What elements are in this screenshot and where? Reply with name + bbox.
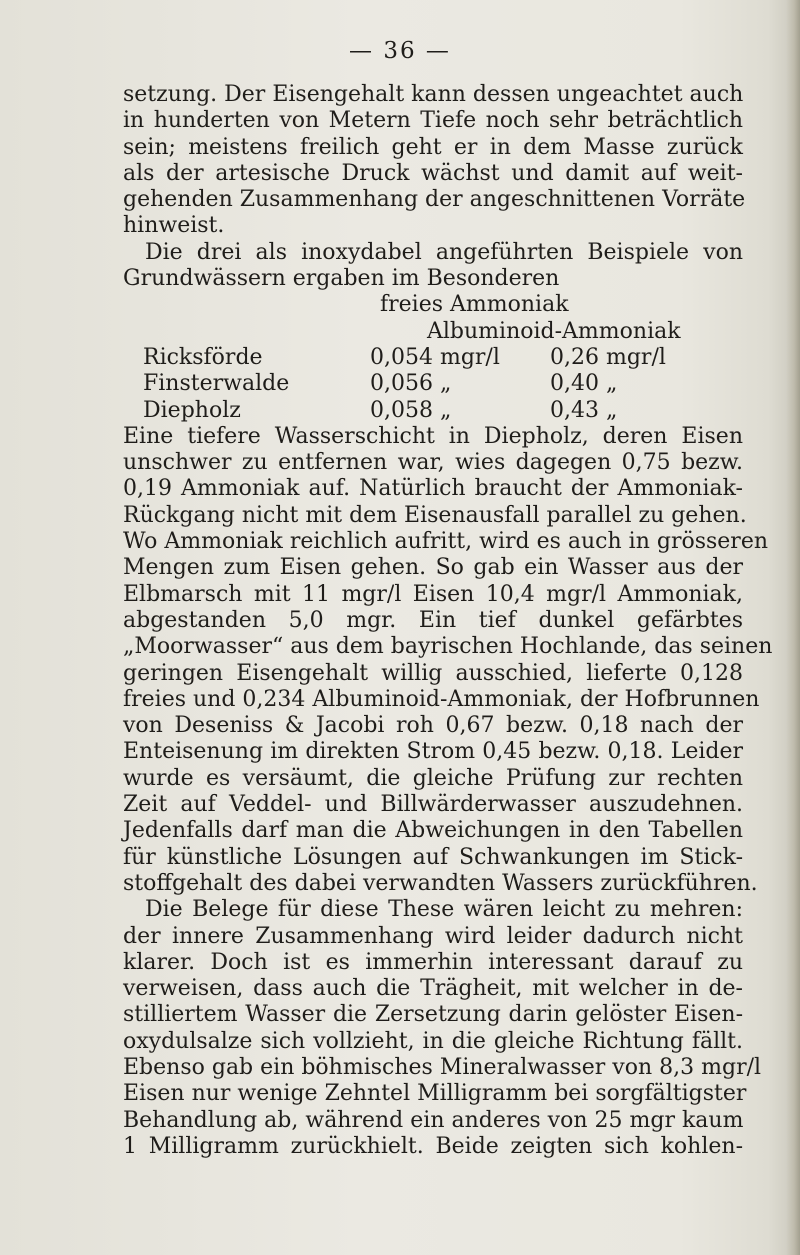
text-line: Wo Ammoniak reichlich aufritt, wird es auch in grösseren — [123, 529, 769, 555]
text-line: Rückgang nicht mit dem Eisenausfall parallel zu gehen. — [123, 502, 747, 528]
row-free-ammonia: 0,058 „ — [370, 397, 452, 423]
text-line: stoffgehalt des dabei verwandten Wassers zurückführen. — [123, 870, 758, 896]
text-line: in hunderten von Metern Tiefe noch sehr beträchtlich — [123, 108, 743, 134]
text-line: oxydulsalze sich vollzieht, in die gleiche Richtung fällt. — [123, 1028, 743, 1054]
table-row — [123, 398, 743, 424]
text-line: „Moorwasser“ aus dem bayrischen Hochlande, das seinen — [123, 634, 773, 660]
text-line: gehenden Zusammenhang der angeschnittenen Vorräte — [123, 187, 746, 213]
text-line: Grundwässern ergaben im Besonderen — [123, 266, 560, 292]
text-line: hinweist. — [123, 213, 225, 239]
text-line: Eisen nur wenige Zehntel Milligramm bei sorgfältigster — [123, 1081, 747, 1107]
column-header-albuminoid-ammonia: Albuminoid-Ammoniak — [427, 318, 681, 344]
row-albuminoid-ammonia: 0,43 „ — [550, 397, 618, 423]
text-line: verweisen, dass auch die Trägheit, mit welcher in de- — [123, 976, 743, 1002]
text-line: Die Belege für diese These wären leicht zu mehren: — [145, 897, 743, 923]
text-line: 1 Milligramm zurückhielt. Beide zeigten sich kohlen- — [123, 1133, 743, 1159]
text-line: klarer. Doch ist es immerhin interessant darauf zu — [123, 949, 743, 975]
text-line: Ebenso gab ein böhmisches Mineralwasser von 8,3 mgr/l — [123, 1054, 762, 1080]
row-free-ammonia: 0,056 „ — [370, 371, 452, 397]
text-line: als der artesische Druck wächst und damit auf weit- — [123, 160, 743, 186]
text-line: der innere Zusammenhang wird leider dadurch nicht — [123, 923, 743, 949]
table-row — [123, 371, 743, 397]
text-line: sein; meistens freilich geht er in dem Masse zurück — [123, 134, 743, 160]
text-line: wurde es versäumt, die gleiche Prüfung zur rechten — [123, 765, 743, 791]
text-line: Elbmarsch mit 11 mgr/l Eisen 10,4 mgr/l Ammoniak, — [123, 581, 743, 607]
text-line: von Deseniss & Jacobi roh 0,67 bezw. 0,18 nach der — [123, 713, 743, 739]
text-line: freies und 0,234 Albuminoid-Ammoniak, der Hofbrunnen — [123, 686, 760, 712]
page-text — [123, 82, 773, 1160]
text-line: Enteisenung im direkten Strom 0,45 bezw. 0,18. Leider — [123, 739, 743, 765]
column-header-free-ammonia: freies Ammoniak — [380, 292, 569, 318]
row-location: Finsterwalde — [143, 371, 290, 397]
text-line: setzung. Der Eisengehalt kann dessen ungeachtet auch — [123, 82, 744, 107]
text-line: für künstliche Lösungen auf Schwankungen im Stick- — [123, 844, 743, 870]
text-line: geringen Eisengehalt willig ausschied, lieferte 0,128 — [123, 660, 743, 686]
row-location: Diepholz — [143, 397, 241, 423]
text-line: Jedenfalls darf man die Abweichungen in den Tabellen — [123, 818, 743, 844]
row-free-ammonia: 0,054 mgr/l — [370, 344, 500, 370]
text-line: Mengen zum Eisen gehen. So gab ein Wasser aus der — [123, 555, 743, 581]
text-line: Die drei als inoxydabel angeführten Beispiele von — [145, 239, 743, 265]
text-line: Zeit auf Veddel- und Billwärderwasser auszudehnen. — [123, 792, 743, 818]
ammonia-table — [123, 292, 743, 423]
text-line: Eine tiefere Wasserschicht in Diepholz, deren Eisen — [123, 423, 743, 449]
text-line: unschwer zu entfernen war, wies dagegen 0,75 bezw. — [123, 450, 743, 476]
text-line: abgestanden 5,0 mgr. Ein tief dunkel gefärbtes — [123, 607, 743, 633]
row-location: Ricksförde — [143, 344, 263, 370]
page-edge-shadow — [786, 0, 800, 1255]
page-number: — 36 — — [349, 38, 451, 64]
text-line: Behandlung ab, während ein anderes von 25 mgr kaum — [123, 1107, 744, 1133]
table-row — [123, 345, 743, 371]
text-line: stilliertem Wasser die Zersetzung darin gelöster Eisen- — [123, 1002, 743, 1028]
row-albuminoid-ammonia: 0,40 „ — [550, 371, 618, 397]
row-albuminoid-ammonia: 0,26 mgr/l — [550, 344, 666, 370]
text-line: 0,19 Ammoniak auf. Natürlich braucht der Ammoniak- — [123, 476, 743, 502]
